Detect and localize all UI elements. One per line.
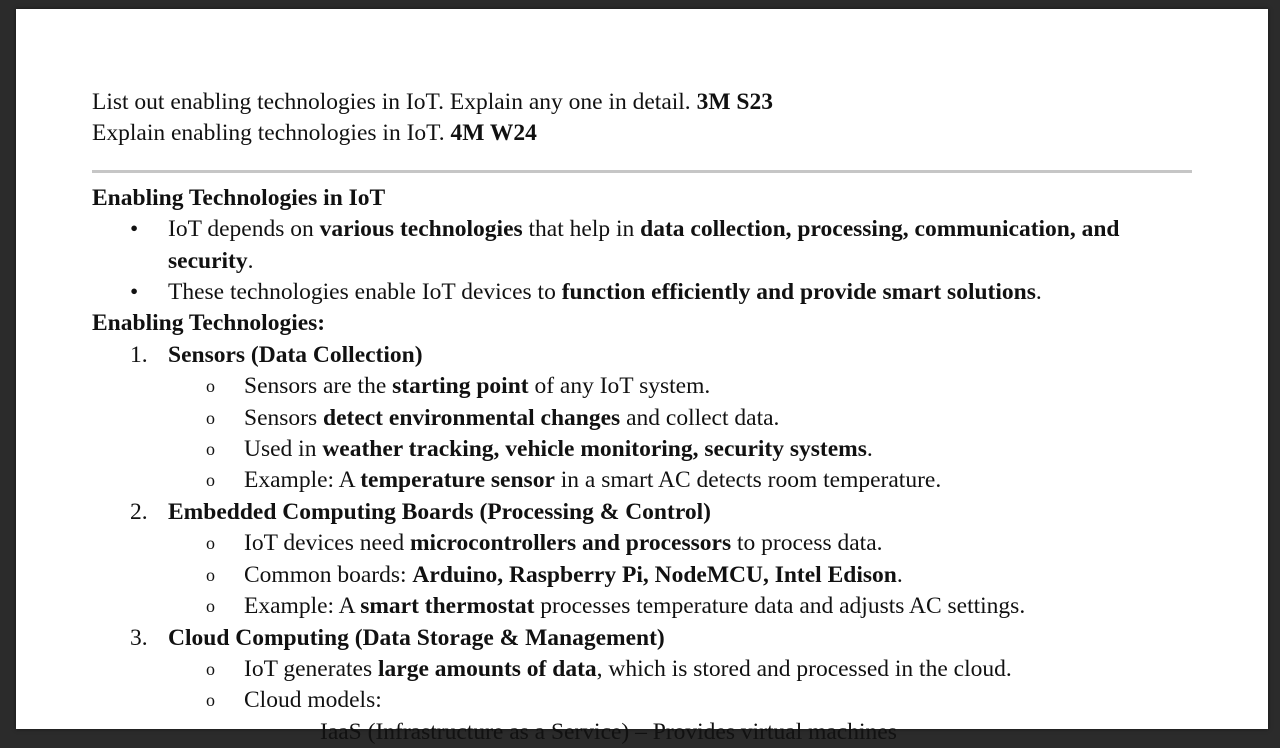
marks-tag: 4M W24 [450,120,537,147]
document-page [16,9,1268,745]
intro-bullet: • These technologies enable IoT devices to function efficiently and provide smart solutions. [92,277,1202,308]
horizontal-divider [92,170,1192,173]
document-content [92,87,1202,748]
list-number: 3. [130,624,148,651]
sub-bullet: o Used in weather tracking, vehicle monitoring, security systems. [206,436,873,463]
sub-bullet: o IoT devices need microcontrollers and processors to process data. [206,530,883,557]
technology-item [92,623,1202,654]
question-line-1 [92,87,1202,118]
sub-bullet: o Cloud models: [206,687,382,714]
section-heading: Enabling Technologies: [92,310,326,337]
technology-title: Cloud Computing (Data Storage & Management) [168,624,665,651]
list-number: 1. [130,341,148,368]
technology-item [92,340,1202,371]
sub-bullet: o Sensors detect environmental changes and collect data. [206,404,780,431]
question-line-2 [92,118,1202,149]
bullet-glyph: • [130,216,139,243]
technology-item [92,497,1202,528]
question-text: List out enabling technologies in IoT. Explain any one in detail. [92,89,697,115]
bullet-glyph: • [130,279,139,306]
sub-bullet: o Example: A temperature sensor in a smart AC detects room temperature. [206,467,942,494]
sub-bullet: o Example: A smart thermostat processes temperature data and adjusts AC settings. [206,593,1026,620]
cut-off-line: IaaS (Infrastructure as a Service) – Provides virtual machines [320,718,897,745]
sub-bullet: o Sensors are the starting point of any IoT system. [206,373,711,400]
intro-bullet: • IoT depends on various technologies that help in data collection, processing, communication, and security. [92,214,1202,277]
technology-title: Embedded Computing Boards (Processing & Control) [168,498,711,525]
list-number: 2. [130,498,148,525]
question-text: Explain enabling technologies in IoT. [92,120,451,147]
section-heading: Enabling Technologies in IoT [92,184,386,211]
technology-title: Sensors (Data Collection) [168,341,423,368]
marks-tag: 3M S23 [696,89,773,115]
sub-bullet: o Common boards: Arduino, Raspberry Pi, NodeMCU, Intel Edison. [206,561,903,588]
sub-bullet: o IoT generates large amounts of data, which is stored and processed in the cloud. [206,655,1012,682]
